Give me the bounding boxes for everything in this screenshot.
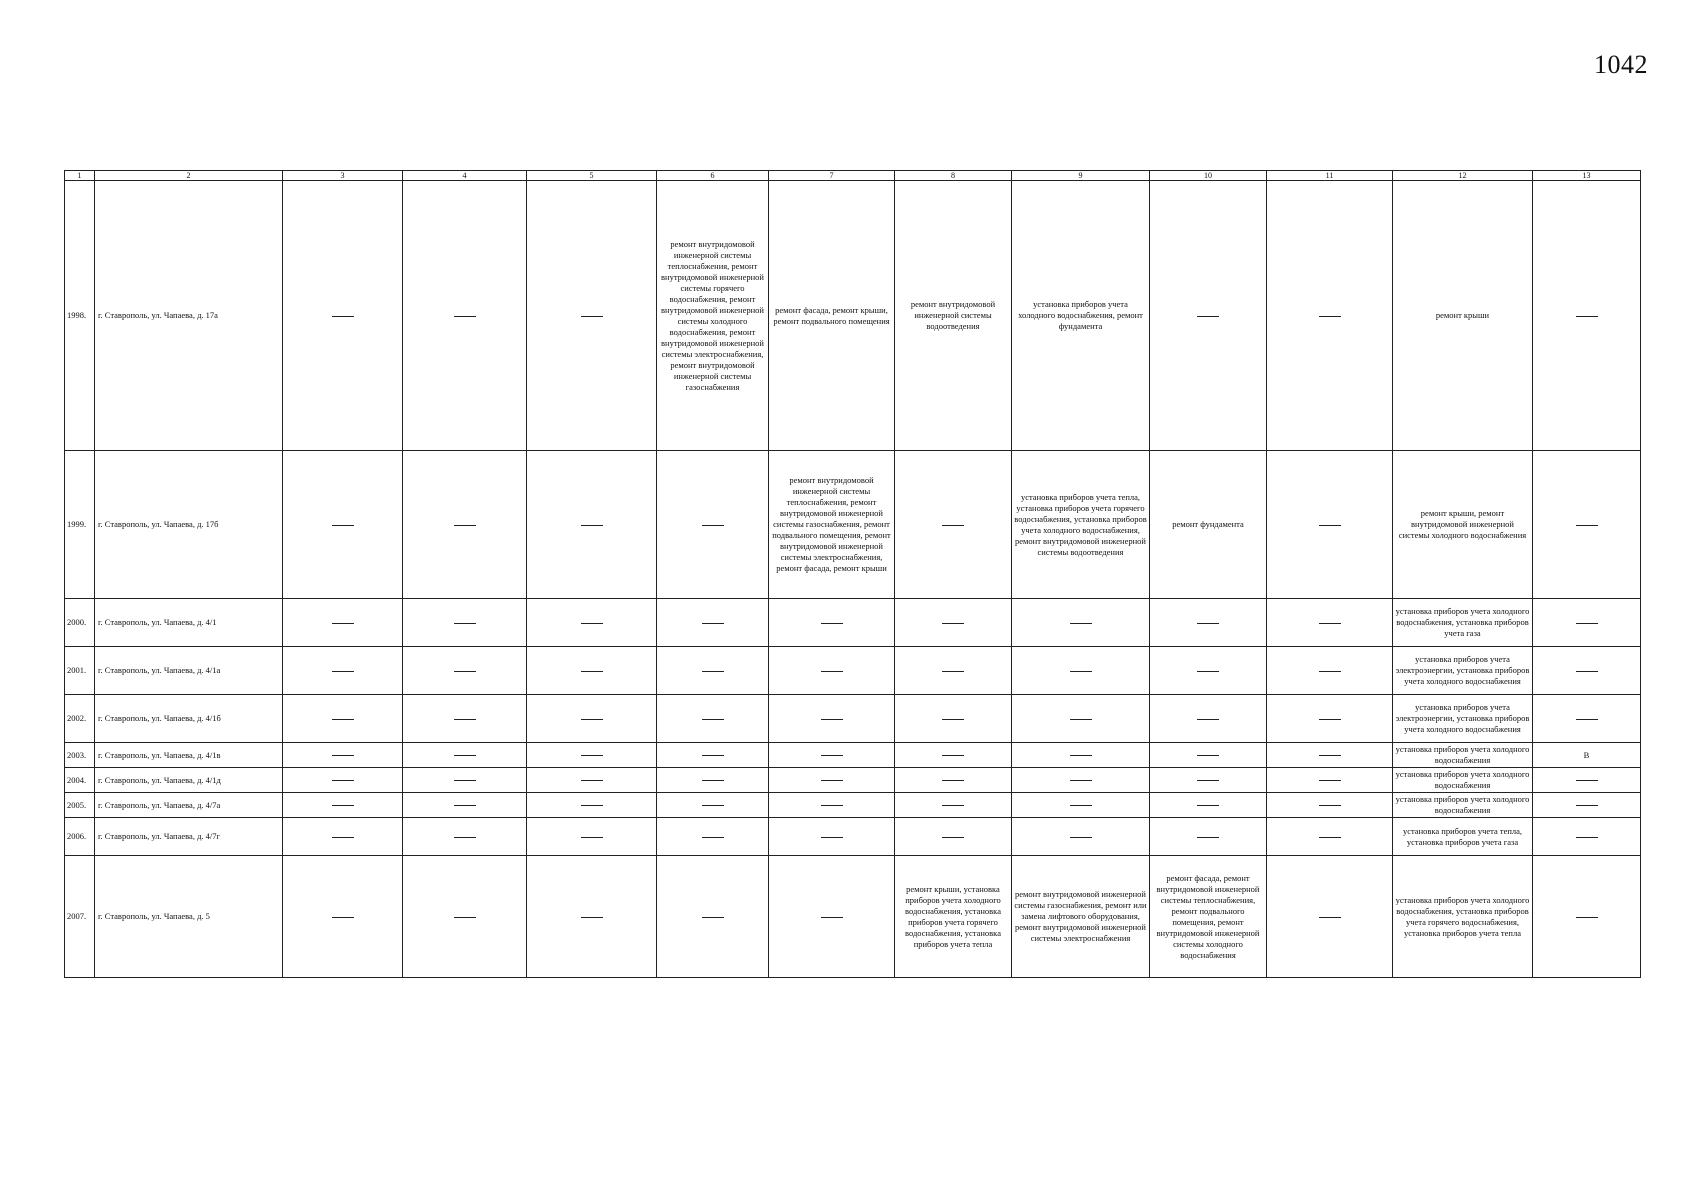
work-cell <box>657 793 769 818</box>
work-cell <box>403 793 527 818</box>
column-number-9: 9 <box>1012 171 1150 181</box>
empty-dash <box>332 805 354 806</box>
header-row <box>65 171 1641 181</box>
empty-dash <box>332 755 354 756</box>
empty-dash <box>1576 671 1598 672</box>
row-number: 2003. <box>65 743 95 768</box>
work-cell <box>1150 768 1267 793</box>
empty-dash <box>702 805 724 806</box>
work-cell <box>1012 647 1150 695</box>
empty-dash <box>581 837 603 838</box>
empty-dash <box>821 780 843 781</box>
empty-dash <box>702 917 724 918</box>
empty-dash <box>332 671 354 672</box>
empty-dash <box>942 755 964 756</box>
work-cell <box>283 818 403 856</box>
work-cell <box>657 647 769 695</box>
empty-dash <box>581 917 603 918</box>
work-cell <box>1150 181 1267 451</box>
row-number: 1999. <box>65 451 95 599</box>
table-row <box>65 743 1641 768</box>
empty-dash <box>821 805 843 806</box>
empty-dash <box>581 780 603 781</box>
work-cell: установка приборов учета холодного водоснабжения, установка приборов учета горячего водоснабжения, установка приборов учета тепла <box>1393 856 1533 978</box>
work-cell <box>1012 768 1150 793</box>
work-cell: установка приборов учета холодного водоснабжения, установка приборов учета газа <box>1393 599 1533 647</box>
page-number: 1042 <box>1594 50 1648 79</box>
work-cell <box>1267 695 1393 743</box>
work-cell <box>1267 856 1393 978</box>
empty-dash <box>1319 316 1341 317</box>
work-cell <box>769 743 895 768</box>
address-cell: г. Ставрополь, ул. Чапаева, д. 17а <box>95 181 283 451</box>
work-cell <box>527 793 657 818</box>
work-cell <box>895 818 1012 856</box>
work-cell <box>1267 647 1393 695</box>
work-cell <box>283 451 403 599</box>
work-cell <box>403 818 527 856</box>
work-cell: ремонт внутридомовой инженерной системы теплоснабжения, ремонт внутридомовой инженерной системы горячего водоснабжения, ремонт внутридомовой инженерной системы холодного водоснабжения, ремонт внутридомовой инженерной системы электроснабжения, ремонт внутридомовой инженерной системы газоснабжения <box>657 181 769 451</box>
address-cell: г. Ставрополь, ул. Чапаева, д. 5 <box>95 856 283 978</box>
address-cell: г. Ставрополь, ул. Чапаева, д. 4/1б <box>95 695 283 743</box>
work-cell <box>1533 647 1641 695</box>
empty-dash <box>942 780 964 781</box>
empty-dash <box>1197 755 1219 756</box>
work-cell: установка приборов учета холодного водоснабжения <box>1393 793 1533 818</box>
empty-dash <box>702 837 724 838</box>
empty-dash <box>1319 719 1341 720</box>
work-cell <box>527 743 657 768</box>
work-cell <box>527 856 657 978</box>
work-cell <box>1533 856 1641 978</box>
work-cell <box>403 695 527 743</box>
work-cell <box>1150 743 1267 768</box>
table-row <box>65 181 1641 451</box>
work-cell <box>1533 695 1641 743</box>
empty-dash <box>1319 671 1341 672</box>
empty-dash <box>1319 780 1341 781</box>
empty-dash <box>454 805 476 806</box>
address-cell: г. Ставрополь, ул. Чапаева, д. 4/7а <box>95 793 283 818</box>
work-cell <box>527 818 657 856</box>
work-cell: ремонт внутридомовой инженерной системы теплоснабжения, ремонт внутридомовой инженерной системы газоснабжения, ремонт подвального помещения, ремонт внутридомовой инженерной системы электроснабжения, ремонт фасада, ремонт крыши <box>769 451 895 599</box>
work-cell <box>1267 793 1393 818</box>
empty-dash <box>821 755 843 756</box>
work-cell <box>895 743 1012 768</box>
work-cell <box>1533 768 1641 793</box>
work-cell <box>403 451 527 599</box>
column-number-1: 1 <box>65 171 95 181</box>
empty-dash <box>942 671 964 672</box>
empty-dash <box>1319 917 1341 918</box>
work-cell <box>1267 599 1393 647</box>
work-cell <box>769 793 895 818</box>
work-cell <box>1150 695 1267 743</box>
address-cell: г. Ставрополь, ул. Чапаева, д. 4/1 <box>95 599 283 647</box>
address-cell: г. Ставрополь, ул. Чапаева, д. 4/7г <box>95 818 283 856</box>
empty-dash <box>1576 837 1598 838</box>
table-row <box>65 451 1641 599</box>
empty-dash <box>821 671 843 672</box>
work-cell <box>1533 451 1641 599</box>
empty-dash <box>1197 316 1219 317</box>
empty-dash <box>1197 671 1219 672</box>
address-cell: г. Ставрополь, ул. Чапаева, д. 17б <box>95 451 283 599</box>
empty-dash <box>1197 837 1219 838</box>
work-cell <box>1012 743 1150 768</box>
work-cell <box>1533 793 1641 818</box>
empty-dash <box>942 623 964 624</box>
empty-dash <box>702 719 724 720</box>
work-cell <box>1533 599 1641 647</box>
empty-dash <box>332 780 354 781</box>
table-row <box>65 793 1641 818</box>
work-cell: ремонт крыши <box>1393 181 1533 451</box>
empty-dash <box>332 623 354 624</box>
row-number: 1998. <box>65 181 95 451</box>
empty-dash <box>454 780 476 781</box>
work-cell <box>895 768 1012 793</box>
empty-dash <box>1576 525 1598 526</box>
column-number-3: 3 <box>283 171 403 181</box>
work-cell: ремонт внутридомовой инженерной системы газоснабжения, ремонт или замена лифтового оборудования, ремонт внутридомовой инженерной системы электроснабжения <box>1012 856 1150 978</box>
work-cell: установка приборов учета холодного водоснабжения <box>1393 768 1533 793</box>
empty-dash <box>821 719 843 720</box>
empty-dash <box>332 316 354 317</box>
empty-dash <box>942 719 964 720</box>
column-number-7: 7 <box>769 171 895 181</box>
empty-dash <box>702 525 724 526</box>
work-cell <box>403 647 527 695</box>
work-cell <box>403 768 527 793</box>
empty-dash <box>1576 805 1598 806</box>
work-cell <box>657 695 769 743</box>
empty-dash <box>1576 917 1598 918</box>
work-cell <box>895 793 1012 818</box>
empty-dash <box>581 316 603 317</box>
empty-dash <box>581 755 603 756</box>
column-number-5: 5 <box>527 171 657 181</box>
work-cell <box>1012 793 1150 818</box>
column-number-10: 10 <box>1150 171 1267 181</box>
empty-dash <box>1070 805 1092 806</box>
table-row <box>65 768 1641 793</box>
work-cell: В <box>1533 743 1641 768</box>
table-row <box>65 818 1641 856</box>
work-cell <box>403 599 527 647</box>
work-cell <box>769 818 895 856</box>
work-cell <box>657 856 769 978</box>
empty-dash <box>821 623 843 624</box>
work-cell <box>769 856 895 978</box>
column-number-2: 2 <box>95 171 283 181</box>
work-cell <box>1533 818 1641 856</box>
empty-dash <box>1197 780 1219 781</box>
empty-dash <box>821 917 843 918</box>
empty-dash <box>454 671 476 672</box>
empty-dash <box>581 623 603 624</box>
work-cell: ремонт фундамента <box>1150 451 1267 599</box>
column-number-4: 4 <box>403 171 527 181</box>
empty-dash <box>454 917 476 918</box>
empty-dash <box>581 525 603 526</box>
work-cell <box>1267 768 1393 793</box>
work-cell: ремонт фасада, ремонт крыши, ремонт подвального помещения <box>769 181 895 451</box>
work-cell <box>527 181 657 451</box>
row-number: 2005. <box>65 793 95 818</box>
column-number-11: 11 <box>1267 171 1393 181</box>
empty-dash <box>1319 805 1341 806</box>
row-number: 2001. <box>65 647 95 695</box>
work-cell <box>1150 599 1267 647</box>
empty-dash <box>1197 623 1219 624</box>
work-cell <box>657 743 769 768</box>
work-cell <box>283 599 403 647</box>
work-cell <box>283 793 403 818</box>
column-number-13: 13 <box>1533 171 1641 181</box>
empty-dash <box>1576 780 1598 781</box>
address-cell: г. Ставрополь, ул. Чапаева, д. 4/1д <box>95 768 283 793</box>
work-cell: установка приборов учета тепла, установка приборов учета газа <box>1393 818 1533 856</box>
work-cell <box>527 451 657 599</box>
empty-dash <box>1070 719 1092 720</box>
work-cell <box>895 599 1012 647</box>
empty-dash <box>1319 837 1341 838</box>
work-cell <box>527 768 657 793</box>
empty-dash <box>702 671 724 672</box>
work-cell <box>1267 181 1393 451</box>
work-cell <box>657 818 769 856</box>
empty-dash <box>454 316 476 317</box>
work-cell <box>1012 818 1150 856</box>
work-cell <box>527 647 657 695</box>
empty-dash <box>1070 623 1092 624</box>
work-cell <box>895 647 1012 695</box>
empty-dash <box>332 917 354 918</box>
work-cell <box>527 599 657 647</box>
column-number-6: 6 <box>657 171 769 181</box>
work-cell <box>403 856 527 978</box>
work-cell: ремонт крыши, установка приборов учета холодного водоснабжения, установка приборов учета горячего водоснабжения, установка приборов учета тепла <box>895 856 1012 978</box>
empty-dash <box>332 525 354 526</box>
work-cell <box>1267 451 1393 599</box>
work-cell <box>769 768 895 793</box>
empty-dash <box>1576 316 1598 317</box>
work-cell <box>1267 743 1393 768</box>
work-cell: установка приборов учета холодного водоснабжения <box>1393 743 1533 768</box>
empty-dash <box>702 623 724 624</box>
work-cell <box>769 599 895 647</box>
empty-dash <box>821 837 843 838</box>
column-number-8: 8 <box>895 171 1012 181</box>
empty-dash <box>1576 623 1598 624</box>
empty-dash <box>1319 525 1341 526</box>
row-number: 2006. <box>65 818 95 856</box>
empty-dash <box>1070 671 1092 672</box>
address-cell: г. Ставрополь, ул. Чапаева, д. 4/1в <box>95 743 283 768</box>
empty-dash <box>581 671 603 672</box>
work-cell <box>283 768 403 793</box>
table-row <box>65 695 1641 743</box>
work-cell: установка приборов учета тепла, установка приборов учета горячего водоснабжения, установка приборов учета холодного водоснабжения, ремонт внутридомовой инженерной системы водоотведения <box>1012 451 1150 599</box>
work-cell <box>657 768 769 793</box>
empty-dash <box>454 837 476 838</box>
work-cell: установка приборов учета холодного водоснабжения, ремонт фундамента <box>1012 181 1150 451</box>
work-cell <box>769 695 895 743</box>
column-number-12: 12 <box>1393 171 1533 181</box>
row-number: 2004. <box>65 768 95 793</box>
work-cell <box>657 599 769 647</box>
work-cell: ремонт внутридомовой инженерной системы водоотведения <box>895 181 1012 451</box>
empty-dash <box>1319 623 1341 624</box>
work-cell <box>1012 695 1150 743</box>
empty-dash <box>454 623 476 624</box>
empty-dash <box>942 805 964 806</box>
empty-dash <box>1576 719 1598 720</box>
work-cell: ремонт крыши, ремонт внутридомовой инженерной системы холодного водоснабжения <box>1393 451 1533 599</box>
work-cell <box>403 181 527 451</box>
address-cell: г. Ставрополь, ул. Чапаева, д. 4/1а <box>95 647 283 695</box>
work-cell: ремонт фасада, ремонт внутридомовой инженерной системы теплоснабжения, ремонт подвального помещения, ремонт внутридомовой инженерной системы холодного водоснабжения <box>1150 856 1267 978</box>
work-cell: установка приборов учета электроэнергии, установка приборов учета холодного водоснабжения <box>1393 647 1533 695</box>
work-cell <box>895 695 1012 743</box>
work-cell <box>1150 647 1267 695</box>
work-cell <box>283 856 403 978</box>
empty-dash <box>581 719 603 720</box>
empty-dash <box>1197 719 1219 720</box>
empty-dash <box>702 755 724 756</box>
empty-dash <box>1070 755 1092 756</box>
empty-dash <box>702 780 724 781</box>
empty-dash <box>1197 805 1219 806</box>
empty-dash <box>942 837 964 838</box>
empty-dash <box>332 837 354 838</box>
work-cell <box>283 743 403 768</box>
work-cell: установка приборов учета электроэнергии, установка приборов учета холодного водоснабжения <box>1393 695 1533 743</box>
row-number: 2007. <box>65 856 95 978</box>
work-cell <box>403 743 527 768</box>
work-cell <box>895 451 1012 599</box>
work-cell <box>283 647 403 695</box>
empty-dash <box>454 525 476 526</box>
table-row <box>65 647 1641 695</box>
empty-dash <box>1070 780 1092 781</box>
work-cell <box>1150 793 1267 818</box>
empty-dash <box>454 719 476 720</box>
work-cell <box>1012 599 1150 647</box>
empty-dash <box>332 719 354 720</box>
work-cell <box>527 695 657 743</box>
empty-dash <box>454 755 476 756</box>
work-cell <box>283 695 403 743</box>
work-cell <box>769 647 895 695</box>
work-cell <box>1267 818 1393 856</box>
row-number: 2000. <box>65 599 95 647</box>
row-number: 2002. <box>65 695 95 743</box>
empty-dash <box>1319 755 1341 756</box>
work-cell <box>1533 181 1641 451</box>
work-cell <box>657 451 769 599</box>
empty-dash <box>581 805 603 806</box>
work-cell <box>283 181 403 451</box>
empty-dash <box>942 525 964 526</box>
table-row <box>65 856 1641 978</box>
data-table <box>64 170 1641 978</box>
work-cell <box>1150 818 1267 856</box>
empty-dash <box>1070 837 1092 838</box>
table-row <box>65 599 1641 647</box>
